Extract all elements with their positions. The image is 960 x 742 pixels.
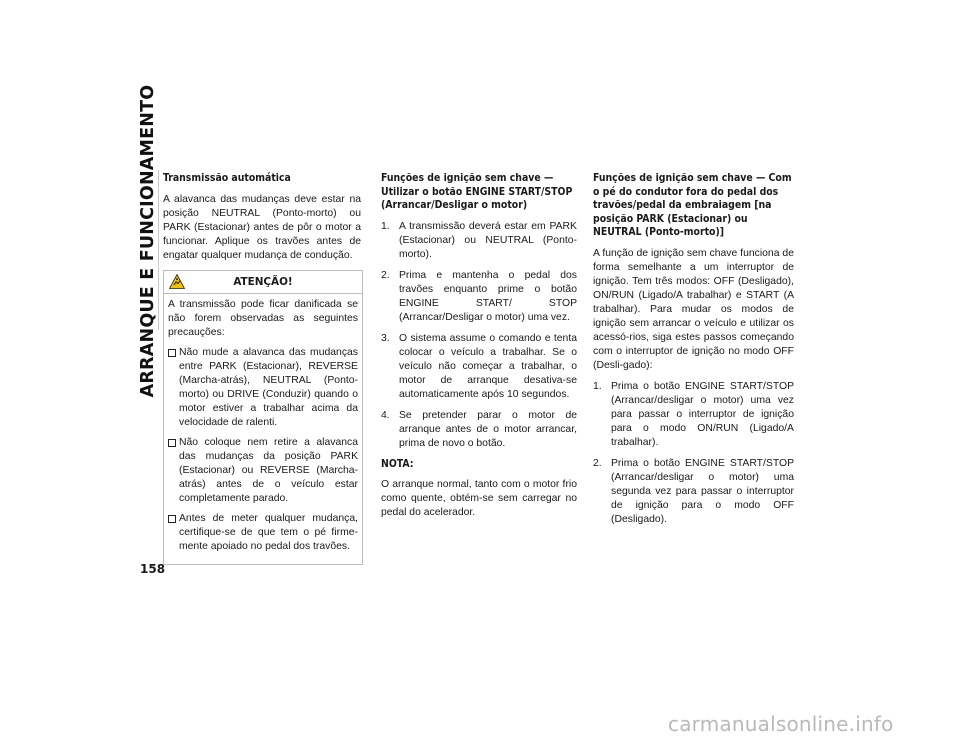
list-item: Não coloque nem retire a alavanca das mudanças da posição PARK (Estacionar) ou REVERSE (Marcha-atrás) antes de o veículo estar completamente parado. [168, 436, 358, 506]
paragraph-transmission-intro: A alavanca das mudanças deve estar na posição NEUTRAL (Ponto-morto) ou PARK (Estacionar) antes de pôr o motor a funcionar. Aplique os travões antes de engatar qualquer mudança de condução. [163, 193, 361, 261]
column-middle [381, 172, 577, 527]
checkbox-bullet-icon [168, 349, 176, 357]
list-item: 3. O sistema assume o comando e tenta colocar o veículo a trabalhar. Se o veículo não começar a trabalhar, o motor de arranque desativa-se automaticamente após 10 segundos. [381, 332, 577, 400]
list-item: Não mude a alavanca das mudanças entre PARK (Estacionar), REVERSE (Marcha-atrás), NEUTRAL (Ponto-morto) ou DRIVE (Conduzir) quando o motor estiver a trabalhar acima da velocidade de ralenti. [168, 346, 358, 430]
column-right [593, 172, 794, 534]
warning-body [164, 294, 362, 564]
list-item: 4. Se pretender parar o motor de arranque antes de o motor arrancar, prima de novo o botão. [381, 409, 577, 449]
site-watermark: carmanualsonline.info [668, 712, 894, 736]
list-item: 1. Prima o botão ENGINE START/STOP (Arrancar/desligar o motor) uma vez para passar o interruptor de ignição para o modo ON/RUN (Ligado/A trabalhar). [593, 380, 794, 448]
heading-automatic-transmission: Transmissão automática [163, 172, 291, 184]
start-steps-list [381, 220, 577, 451]
section-side-tab [138, 84, 158, 398]
ignition-steps-list [593, 380, 794, 527]
list-item: 1. A transmissão deverá estar em PARK (Estacionar) ou NEUTRAL (Ponto-morto). [381, 220, 577, 260]
section-title: ARRANQUE E FUNCIONAMENTO [138, 84, 158, 398]
list-item: 2. Prima o botão ENGINE START/STOP (Arrancar/desligar o motor) uma segunda vez para passar o interruptor de ignição para o modo OFF (Desligado). [593, 457, 794, 525]
list-item: Antes de meter qualquer mudança, certifique-se de que tem o pé firme-mente apoiado no pedal dos travões. [168, 512, 358, 554]
list-item: 2. Prima e mantenha o pedal dos travões enquanto prime o botão ENGINE START/ STOP (Arrancar/Desligar o motor) uma vez. [381, 269, 577, 323]
warning-list [168, 346, 358, 554]
heading-keyless-foot-off: Funções de ignição sem chave — Com o pé do condutor fora do pedal dos travões/pedal da embraiagem [na posição PARK (Estacionar) ou NEUTRAL (Ponto-morto)] [593, 172, 792, 238]
paragraph-keyless-intro: A função de ignição sem chave funciona de forma semelhante a um interruptor de ignição. Tem três modos: OFF (Desligado), ON/RUN (Ligado/A trabalhar) e START (A trabalhar). Para mudar os modos de ignição sem arrancar o veículo e utilizar os acessó-rios, siga estes passos começando com o interruptor de ignição no modo OFF (Desli-gado): [593, 247, 794, 371]
heading-keyless-start-stop: Funções de ignição sem chave — Utilizar o botão ENGINE START/STOP (Arrancar/Desligar o motor) [381, 172, 573, 211]
checkbox-bullet-icon [168, 515, 176, 523]
page-number: 158 [140, 562, 166, 576]
warning-header [164, 271, 362, 294]
checkbox-bullet-icon [168, 439, 176, 447]
warning-title: ATENÇÃO! [233, 275, 293, 288]
column-left [163, 172, 361, 565]
warning-intro: A transmissão pode ficar danificada se não forem observadas as seguintes precauções: [168, 298, 358, 338]
warning-box [163, 270, 363, 565]
side-divider [158, 170, 159, 330]
note-text: O arranque normal, tanto com o motor frio como quente, obtém-se sem carregar no pedal do acelerador. [381, 479, 577, 518]
note-label: NOTA: [381, 457, 414, 470]
